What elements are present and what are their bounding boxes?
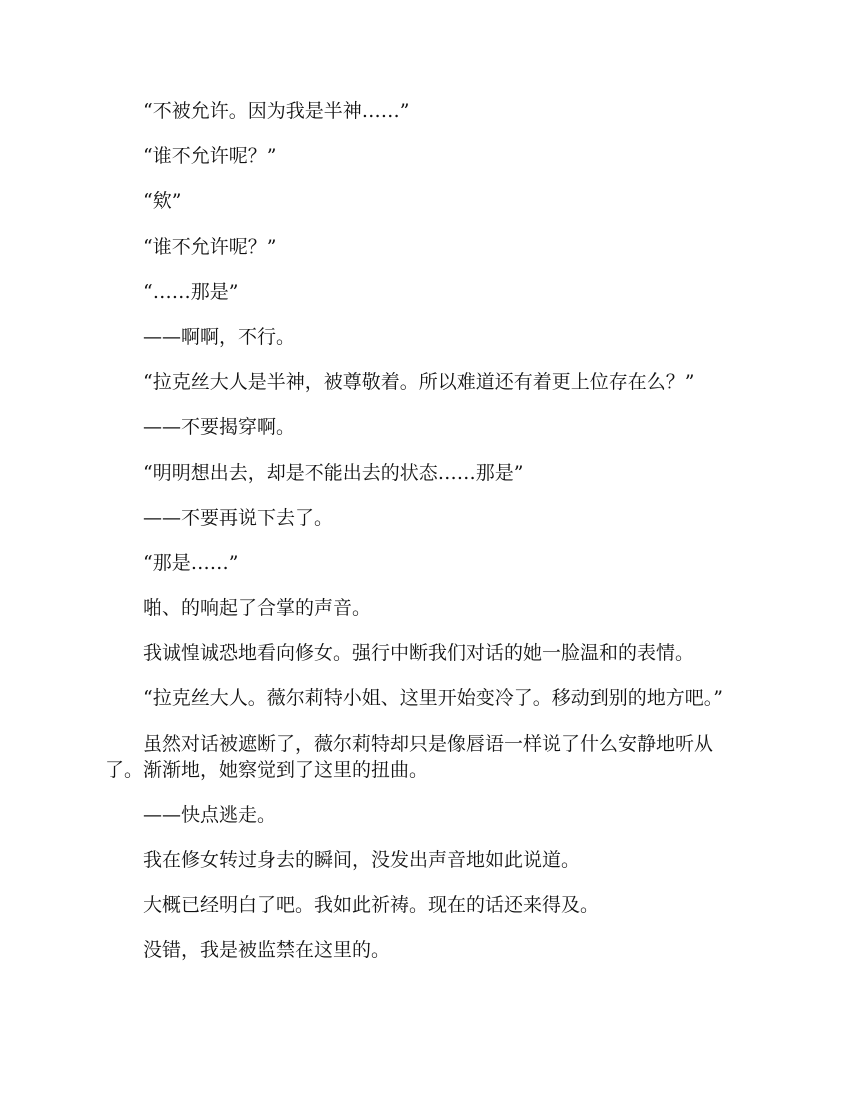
paragraph: “……那是” (143, 280, 239, 303)
paragraph: “那是……” (143, 551, 239, 574)
paragraph: 虽然对话被遮断了，薇尔莉特却只是像唇语一样说了什么安静地听从了。渐渐地，她察觉到了这里的扭曲。 (105, 732, 714, 781)
paragraph: 我在修女转过身去的瞬间，没发出声音地如此说道。 (143, 849, 581, 871)
paragraph: “拉克丝大人。薇尔莉特小姐、这里开始变冷了。移动到别的地方吧。” (143, 687, 723, 710)
paragraph: “谁不允许呢？” (143, 145, 277, 168)
paragraph: 我诚惶诚恐地看向修女。强行中断我们对话的她一脸温和的表情。 (143, 642, 695, 665)
paragraph: “不被允许。因为我是半神……” (143, 100, 410, 122)
paragraph: 没错，我是被监禁在这里的。 (143, 939, 391, 962)
paragraph: 大概已经明白了吧。我如此祈祷。现在的话还来得及。 (143, 894, 600, 917)
paragraph: “谁不允许呢？” (143, 235, 277, 258)
paragraph: “欸” (143, 190, 182, 213)
paragraph: 啪、的响起了合掌的声音。 (143, 597, 372, 620)
paragraph: “拉克丝大人是半神，被尊敬着。所以难道还有着更上位存在么？” (143, 371, 695, 394)
paragraph: ——快点逃走。 (143, 803, 277, 826)
paragraph: ——啊啊，不行。 (143, 325, 296, 348)
document-body (105, 98, 745, 983)
paragraph: ——不要再说下去了。 (143, 506, 334, 529)
paragraph: “明明想出去，却是不能出去的状态……那是” (143, 461, 524, 484)
paragraph: ——不要揭穿啊。 (143, 416, 296, 439)
